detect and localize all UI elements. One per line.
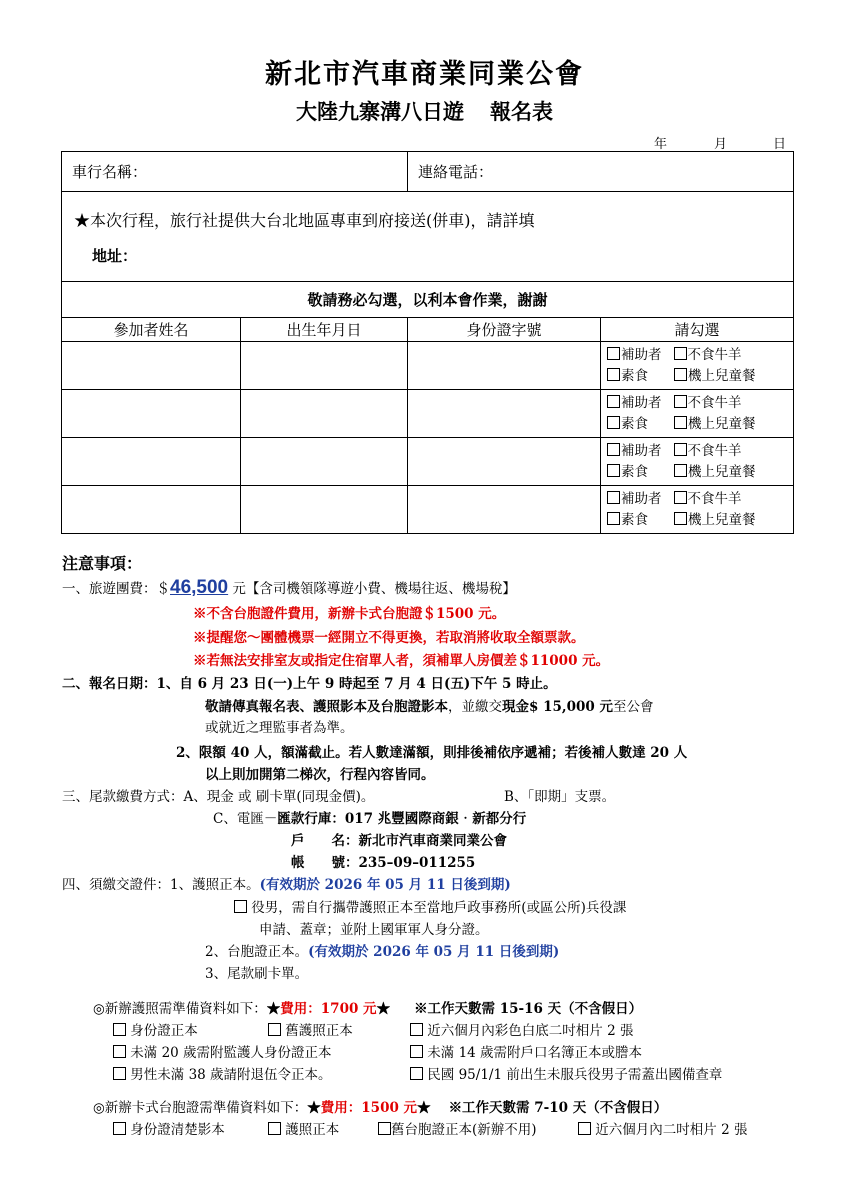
vegetarian-label: 素食	[621, 511, 649, 528]
warning-line-1: ※不含台胞證件費用，新辦卡式台胞證＄1500 元。	[193, 606, 506, 622]
payment-line-2	[213, 807, 526, 827]
conscript-checkbox[interactable]	[234, 900, 247, 913]
col-header-birth: 出生年月日	[241, 318, 408, 342]
id-number-cell[interactable]	[408, 390, 601, 438]
passport-item	[410, 1063, 722, 1083]
phone-field[interactable]	[408, 152, 794, 192]
vegetarian-checkbox[interactable]	[607, 368, 620, 381]
phone-label: 連絡電話：	[418, 163, 494, 181]
child-meal-label: 機上兒童餐	[688, 367, 756, 384]
vegetarian-checkbox[interactable]	[607, 512, 620, 525]
account-number: 帳 號：235–09–011255	[291, 855, 476, 871]
vegetarian-checkbox[interactable]	[607, 464, 620, 477]
tour-title: 大陸九寨溝八日遊	[296, 99, 464, 124]
subsidy-label: 補助者	[621, 490, 662, 507]
documents-line-3: 3、尾款刷卡單。	[205, 966, 309, 982]
company-name-label: 車行名稱：	[72, 163, 148, 181]
vegetarian-label: 素食	[621, 415, 649, 432]
no-beef-lamb-label: 不食牛羊	[687, 490, 742, 507]
no-beef-lamb-checkbox[interactable]	[674, 491, 687, 504]
checkbox[interactable]	[113, 1067, 126, 1080]
deposit-destination: 至公會	[612, 699, 654, 715]
quota-line-2: 以上則加開第二梯次，行程內容皆同。	[205, 767, 435, 783]
documents-line-1	[62, 873, 511, 893]
bank-name: 匯款行庫：017 兆豐國際商銀‧新都分行	[277, 811, 527, 827]
child-meal-checkbox[interactable]	[674, 416, 687, 429]
id-number-cell[interactable]	[408, 438, 601, 486]
table-row	[62, 342, 794, 390]
company-name-field[interactable]	[62, 152, 408, 192]
table-row	[62, 486, 794, 534]
subsidy-label: 補助者	[621, 346, 662, 363]
org-title: 新北市汽車商業同業公會	[265, 59, 584, 90]
table-row	[62, 390, 794, 438]
table-row	[62, 438, 794, 486]
passport-item-label: 舊護照正本	[285, 1023, 353, 1039]
options-cell	[601, 390, 794, 438]
doc-passport: 四、須繳交證件：1、護照正本。	[62, 877, 260, 893]
star-icon: ★	[376, 1001, 391, 1017]
passport-intro: ◎新辦護照需準備資料如下：	[93, 1001, 267, 1017]
mtp-intro: ◎新辦卡式台胞證需準備資料如下：	[93, 1100, 308, 1116]
subsidy-label: 補助者	[621, 442, 662, 459]
mtp-item-label: 護照正本	[285, 1122, 340, 1138]
fee-amount: 46,500	[170, 577, 229, 598]
pickup-note: ★本次行程，旅行社提供大台北地區專車到府接送(併車)，請詳填	[74, 211, 535, 230]
conscript-text: 役男，需自行攜帶護照正本至當地戶政事務所(或區公所)兵役課	[251, 900, 627, 916]
checkbox[interactable]	[113, 1045, 126, 1058]
mtp-item	[113, 1118, 225, 1138]
no-beef-lamb-label: 不食牛羊	[687, 442, 742, 459]
mtp-fee: 費用：1500 元	[320, 1100, 418, 1116]
options-cell	[601, 438, 794, 486]
no-beef-lamb-checkbox[interactable]	[674, 395, 687, 408]
checkbox[interactable]	[378, 1122, 391, 1135]
check-notice: 敬請務必勾選，以利本會作業，謝謝	[62, 282, 794, 318]
child-meal-label: 機上兒童餐	[688, 511, 756, 528]
conscript-line-2: 申請、蓋章；並附上國軍軍人身分證。	[259, 922, 489, 938]
warning-line-2: ※提醒您～團體機票一經開立不得更換，若取消將收取全額票款。	[193, 630, 585, 646]
subsidy-checkbox[interactable]	[607, 395, 620, 408]
child-meal-label: 機上兒童餐	[688, 463, 756, 480]
registration-instruction-line	[205, 695, 653, 715]
star-icon: ★	[417, 1100, 431, 1116]
form-title	[0, 96, 849, 126]
date-month: 月	[714, 137, 728, 152]
checkbox[interactable]	[578, 1122, 591, 1135]
child-meal-label: 機上兒童餐	[688, 415, 756, 432]
fee-line	[62, 577, 516, 599]
options-cell	[601, 342, 794, 390]
subsidy-checkbox[interactable]	[607, 347, 620, 360]
fee-suffix: 元【含司機領隊導遊小費、機場往返、機場稅】	[232, 581, 516, 597]
no-beef-lamb-label: 不食牛羊	[687, 394, 742, 411]
subsidy-label: 補助者	[621, 394, 662, 411]
passport-fee: 費用：1700 元	[280, 1001, 377, 1017]
checkbox[interactable]	[268, 1122, 281, 1135]
passport-item-label: 身份證正本	[130, 1023, 198, 1039]
checkbox[interactable]	[410, 1045, 423, 1058]
payment-line-1: 三、尾款繳費方式：A、現金 或 刷卡單(同現金價)。	[62, 789, 375, 805]
passport-days: ※工作天數需 15-16 天（不含假日）	[414, 1001, 643, 1017]
doc-passport-validity: (有效期於 2026 年 05 月 11 日後到期)	[259, 877, 511, 893]
no-beef-lamb-label: 不食牛羊	[687, 346, 742, 363]
no-beef-lamb-checkbox[interactable]	[674, 443, 687, 456]
passport-item-label: 未滿 14 歲需附戶口名簿正本或謄本	[427, 1045, 643, 1061]
fee-prefix: 一、旅遊團費：＄	[62, 581, 170, 597]
col-header-id: 身份證字號	[408, 318, 601, 342]
child-meal-checkbox[interactable]	[674, 512, 687, 525]
birth-date-cell[interactable]	[241, 342, 408, 390]
mtp-intro-line	[93, 1096, 667, 1116]
birth-date-cell[interactable]	[241, 486, 408, 534]
col-header-name: 參加者姓名	[62, 318, 241, 342]
passport-intro-line	[93, 997, 642, 1017]
participant-name-cell[interactable]	[62, 342, 241, 390]
registration-table	[61, 151, 794, 534]
subsidy-checkbox[interactable]	[607, 491, 620, 504]
notes-heading: 注意事項：	[62, 554, 143, 573]
address-field[interactable]	[62, 192, 794, 282]
vegetarian-label: 素食	[621, 367, 649, 384]
registration-alt-line: 或就近之理監事者為準。	[205, 720, 354, 736]
mtp-item-label: 近六個月內二吋相片 2 張	[595, 1122, 748, 1138]
doc-mtp-validity: (有效期於 2026 年 05 月 11 日後到期)	[308, 944, 560, 960]
passport-item	[113, 1041, 332, 1061]
passport-item-label: 男性未滿 38 歲請附退伍令正本。	[130, 1067, 332, 1083]
participant-name-cell[interactable]	[62, 390, 241, 438]
mtp-item-label: 身份證清楚影本	[130, 1122, 225, 1138]
star-icon: ★	[266, 1001, 281, 1017]
passport-item-label: 未滿 20 歲需附監護人身份證正本	[130, 1045, 332, 1061]
documents-line-2	[205, 940, 559, 960]
warning-line-3: ※若無法安排室友或指定住宿單人者，須補單人房價差＄11000 元。	[193, 653, 610, 669]
conscript-line	[234, 896, 626, 916]
passport-item-label: 近六個月內彩色白底二吋相片 2 張	[427, 1023, 634, 1039]
birth-date-cell[interactable]	[241, 390, 408, 438]
birth-date-cell[interactable]	[241, 438, 408, 486]
vegetarian-label: 素食	[621, 463, 649, 480]
mtp-days: ※工作天數需 7-10 天（不含假日）	[448, 1100, 668, 1116]
date-year: 年	[654, 137, 668, 152]
account-holder: 戶 名：新北市汽車商業同業公會	[291, 833, 507, 849]
payment-line-1b: B、「即期」支票。	[504, 789, 616, 805]
passport-item	[113, 1063, 332, 1083]
passport-item	[268, 1019, 353, 1039]
form-subtitle: 報名表	[490, 99, 553, 124]
child-meal-checkbox[interactable]	[674, 368, 687, 381]
vegetarian-checkbox[interactable]	[607, 416, 620, 429]
passport-item	[410, 1041, 642, 1061]
checkbox[interactable]	[113, 1122, 126, 1135]
passport-item	[113, 1019, 198, 1039]
wire-label: C、電匯－	[213, 811, 278, 827]
pay-connector: ，並繳交	[448, 699, 502, 715]
passport-item-label: 民國 95/1/1 前出生未服兵役男子需蓋出國備查章	[427, 1067, 723, 1083]
quota-line: 2、限額 40 人，額滿截止。若人數達滿額，則排後補依序遞補；若後補人數達 20 人	[176, 745, 688, 761]
registration-date-line: 二、報名日期：1、自 6 月 23 日(一)上午 9 時起至 7 月 4 日(五)下午 5 時止。	[62, 676, 557, 692]
mtp-item	[578, 1118, 747, 1138]
options-cell	[601, 486, 794, 534]
child-meal-checkbox[interactable]	[674, 464, 687, 477]
deposit-amount: 現金$ 15,000 元	[502, 699, 613, 715]
passport-item	[410, 1019, 633, 1039]
checkbox[interactable]	[410, 1023, 423, 1036]
fax-instruction: 敬請傳真報名表、護照影本及台胞證影本	[205, 699, 448, 715]
checkbox[interactable]	[113, 1023, 126, 1036]
checkbox[interactable]	[268, 1023, 281, 1036]
participant-name-cell[interactable]	[62, 486, 241, 534]
date-day: 日	[773, 137, 787, 152]
mtp-item	[378, 1118, 537, 1138]
participant-name-cell[interactable]	[62, 438, 241, 486]
id-number-cell[interactable]	[408, 342, 601, 390]
col-header-check: 請勾選	[601, 318, 794, 342]
no-beef-lamb-checkbox[interactable]	[674, 347, 687, 360]
id-number-cell[interactable]	[408, 486, 601, 534]
doc-mtp: 2、台胞證正本。	[205, 944, 309, 960]
mtp-item	[268, 1118, 339, 1138]
star-icon: ★	[307, 1100, 321, 1116]
checkbox[interactable]	[410, 1067, 423, 1080]
mtp-item-label: 舊台胞證正本(新辦不用)	[391, 1122, 537, 1138]
address-label: 地址：	[92, 247, 138, 265]
subsidy-checkbox[interactable]	[607, 443, 620, 456]
